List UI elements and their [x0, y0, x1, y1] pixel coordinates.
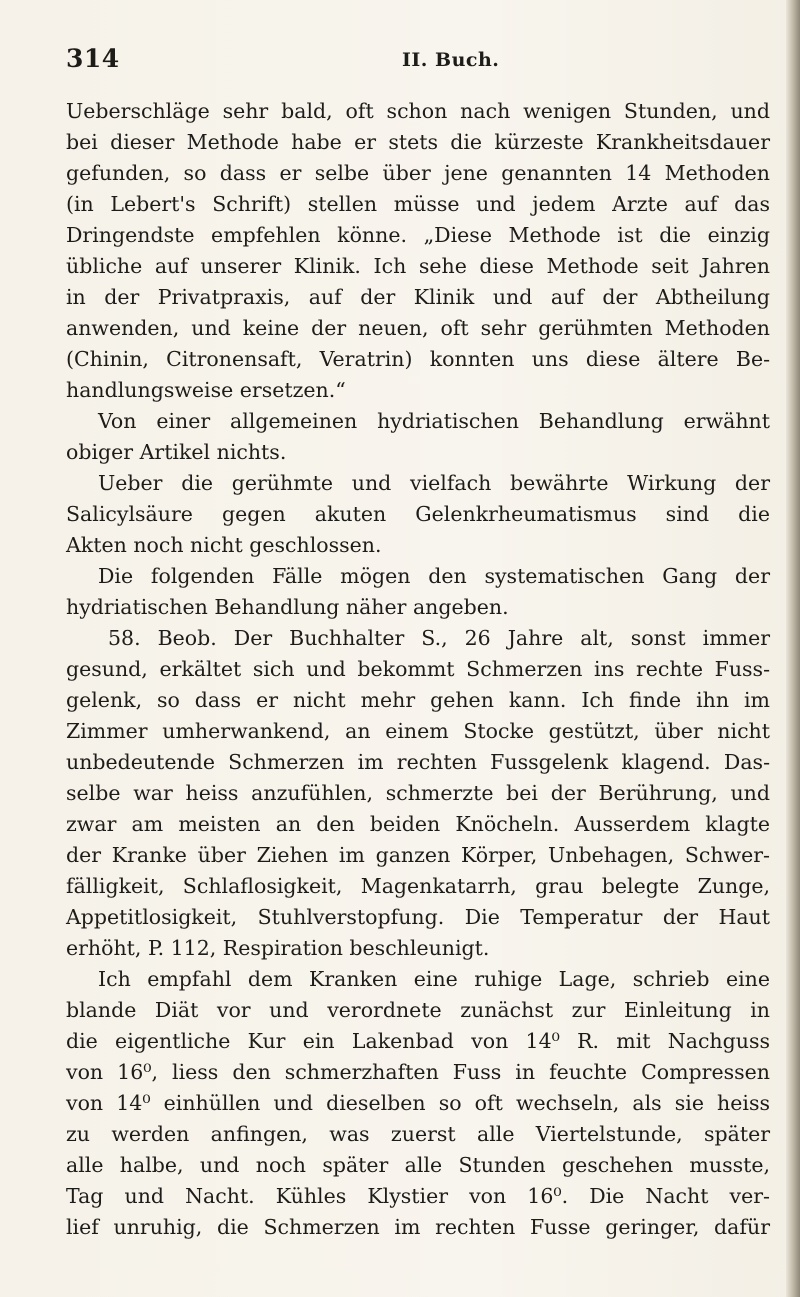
text-line: alle halbe, und noch später alle Stunden geschehen musste, [66, 1153, 770, 1177]
text-line: (Chinin, Citronensaft, Veratrin) konnten uns diese ältere Be- [66, 347, 770, 371]
text-line: zu werden anfingen, was zuerst alle Viertelstunde, später [66, 1122, 770, 1146]
text-line: von 16⁰, liess den schmerzhaften Fuss in feuchte Compressen [66, 1060, 770, 1084]
text-line: (in Lebert's Schrift) stellen müsse und jedem Arzte auf das [66, 192, 770, 216]
text-line: Ueber die gerühmte und vielfach bewährte Wirkung der [98, 471, 770, 495]
text-line: gesund, erkältet sich und bekommt Schmerzen ins rechte Fuss- [66, 657, 770, 681]
text-line: Akten noch nicht geschlossen. [66, 533, 382, 557]
text-line: zwar am meisten an den beiden Knöcheln. Ausserdem klagte [66, 812, 770, 836]
text-line: die eigentliche Kur ein Lakenbad von 14⁰ R. mit Nachguss [66, 1029, 770, 1053]
text-line: Appetitlosigkeit, Stuhlverstopfung. Die Temperatur der Haut [66, 905, 770, 929]
text-line: in der Privatpraxis, auf der Klinik und auf der Abtheilung [66, 285, 770, 309]
text-line: Zimmer umherwankend, an einem Stocke gestützt, über nicht [66, 719, 770, 743]
text-line: Tag und Nacht. Kühles Klystier von 16⁰. Die Nacht ver- [66, 1184, 770, 1208]
text-line: bei dieser Methode habe er stets die kürzeste Krankheitsdauer [66, 130, 770, 154]
text-line: Ich empfahl dem Kranken eine ruhige Lage, schrieb eine [98, 967, 770, 991]
text-line: übliche auf unserer Klinik. Ich sehe diese Methode seit Jahren [66, 254, 770, 278]
text-line: obiger Artikel nichts. [66, 440, 287, 464]
text-line: lief unruhig, die Schmerzen im rechten Fusse geringer, dafür [66, 1215, 770, 1239]
text-line: gefunden, so dass er selbe über jene genannten 14 Methoden [66, 161, 770, 185]
text-line: anwenden, und keine der neuen, oft sehr gerühmten Methoden [66, 316, 770, 340]
page-number: 314 [66, 44, 120, 73]
text-line: von 14⁰ einhüllen und dieselben so oft wechseln, als sie heiss [66, 1091, 770, 1115]
text-line: Von einer allgemeinen hydriatischen Behandlung erwähnt [98, 409, 770, 433]
text-line: selbe war heiss anzufühlen, schmerzte bei der Berührung, und [66, 781, 770, 805]
text-line: Salicylsäure gegen akuten Gelenkrheumatismus sind die [66, 502, 770, 526]
observation-heading-line: 58. Beob. Der Buchhalter S., 26 Jahre alt, sonst immer [108, 626, 770, 650]
running-head: II. Buch. [402, 49, 500, 71]
page-binding-edge [786, 0, 800, 1297]
text-line: gelenk, so dass er nicht mehr gehen kann. Ich finde ihn im [66, 688, 770, 712]
text-line: Dringendste empfehlen könne. „Diese Methode ist die einzig [66, 223, 770, 247]
text-line: der Kranke über Ziehen im ganzen Körper, Unbehagen, Schwer- [66, 843, 770, 867]
text-line: hydriatischen Behandlung näher angeben. [66, 595, 509, 619]
text-line: handlungsweise ersetzen.“ [66, 378, 346, 402]
text-line: Ueberschläge sehr bald, oft schon nach wenigen Stunden, und [66, 99, 770, 123]
text-line: unbedeutende Schmerzen im rechten Fussgelenk klagend. Das- [66, 750, 770, 774]
text-line: Die folgenden Fälle mögen den systematischen Gang der [98, 564, 770, 588]
body-text [66, 96, 770, 1243]
page-header [66, 44, 766, 80]
text-line: erhöht, P. 112, Respiration beschleunigt. [66, 936, 490, 960]
text-line: fälligkeit, Schlaflosigkeit, Magenkatarrh, grau belegte Zunge, [66, 874, 770, 898]
text-line: blande Diät vor und verordnete zunächst zur Einleitung in [66, 998, 770, 1022]
